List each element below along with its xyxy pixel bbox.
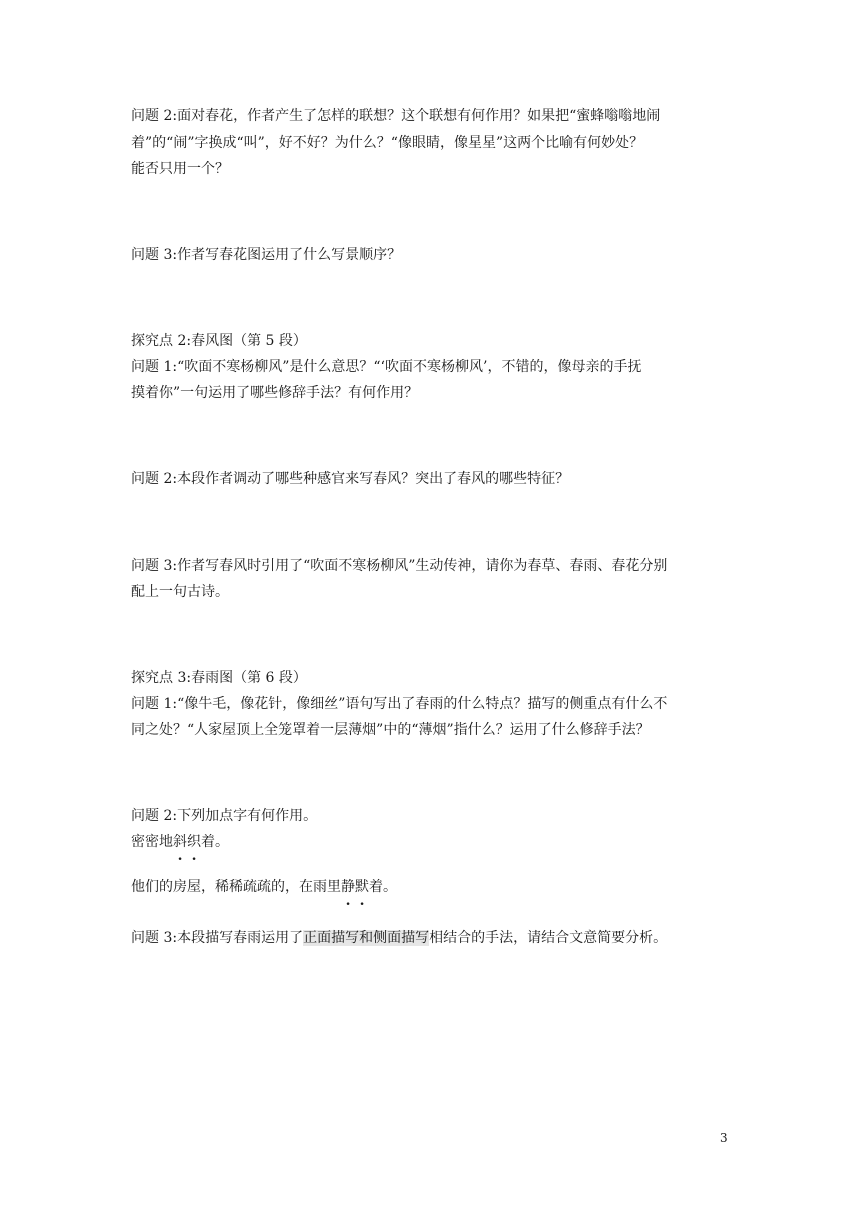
question-3-prefix: 问题 3:本段描写春雨运用了 (131, 930, 304, 946)
dotted-char-mo: 默 (355, 879, 369, 895)
example-sentence-1 (131, 830, 229, 854)
question-1-spring-wind-line-1: 问题 1:“吹面不寒杨柳风”是什么意思？“‘吹面不寒杨柳风’，不错的，像母亲的手抚 (131, 359, 642, 375)
question-1-spring-rain-line-1: 问题 1:“像牛毛，像花针，像细丝”语句写出了春雨的什么特点？描写的侧重点有什么不 (131, 696, 668, 712)
question-2-spring-wind: 问题 2:本段作者调动了哪些种感官来写春风？突出了春风的哪些特征？ (131, 471, 570, 487)
example-sentence-2 (131, 875, 397, 899)
question-3-spring-flower: 问题 3:作者写春花图运用了什么写景顺序？ (131, 247, 402, 263)
dotted-char-zhi: 织 (187, 834, 201, 850)
dotted-char-jing: 静 (341, 879, 355, 895)
question-1-spring-rain-line-2: 同之处？“人家屋顶上全笼罩着一层薄烟”中的“薄烟”指什么？运用了什么修辞手法？ (131, 722, 650, 738)
question-3-spring-wind-line-1: 问题 3:作者写春风时引用了“吹面不寒杨柳风”生动传神，请你为春草、春雨、春花分别 (131, 558, 668, 574)
example-2-prefix: 他们的房屋，稀稀疏疏的，在雨里 (131, 879, 341, 895)
question-2-spring-rain: 问题 2:下列加点字有何作用。 (131, 808, 318, 824)
question-3-spring-rain (131, 926, 667, 950)
question-2-spring-flower-line-1: 问题 2:面对春花，作者产生了怎样的联想？这个联想有何作用？如果把“蜜蜂嗡嗡地闹 (131, 108, 661, 124)
question-3-spring-wind-line-2: 配上一句古诗。 (131, 584, 229, 600)
question-2-spring-flower-line-2: 着”的“闹”字换成“叫”，好不好？为什么？“像眼睛，像星星”这两个比喻有何妙处？ (131, 135, 644, 151)
example-1-prefix: 密密地 (131, 834, 173, 850)
dotted-char-xie: 斜 (173, 834, 187, 850)
page-number: 3 (720, 1131, 728, 1145)
example-1-suffix: 着。 (201, 834, 229, 850)
explore-point-2-title: 探究点 2:春风图（第 5 段） (131, 333, 307, 349)
question-3-suffix: 相结合的手法，请结合文意简要分析。 (429, 930, 668, 946)
question-1-spring-wind-line-2: 摸着你”一句运用了哪些修辞手法？有何作用？ (131, 385, 419, 401)
highlighted-phrase: 正面描写和侧面描写 (303, 930, 430, 946)
question-2-spring-flower-line-3: 能否只用一个？ (131, 161, 229, 177)
example-2-suffix: 着。 (369, 879, 397, 895)
explore-point-3-title: 探究点 3:春雨图（第 6 段） (131, 670, 307, 686)
